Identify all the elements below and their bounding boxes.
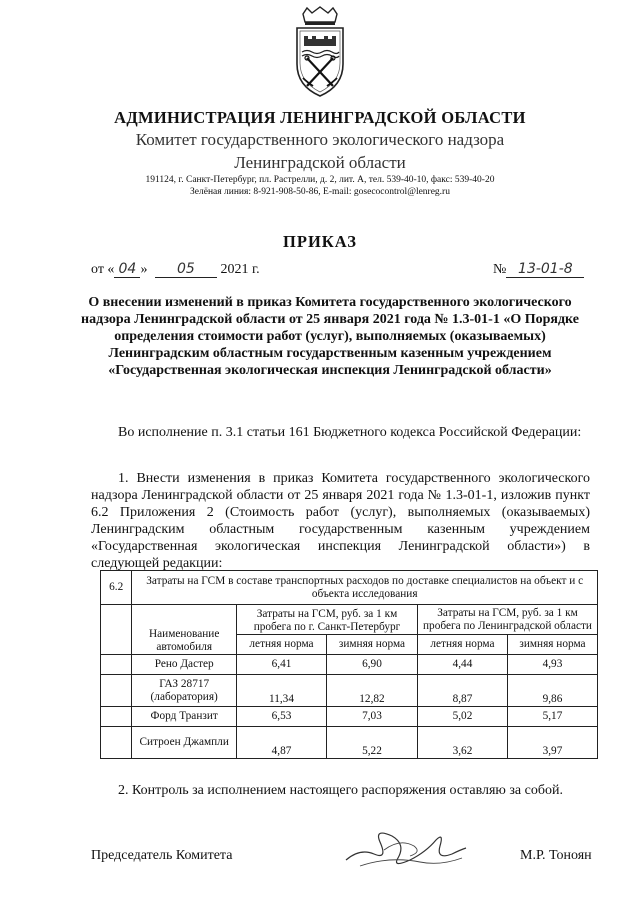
item-2-text: 2. Контроль за исполнением настоящего распоряжения оставляю за собой. (118, 783, 563, 798)
org-name: АДМИНИСТРАЦИЯ ЛЕНИНГРАДСКОЙ ОБЛАСТИ (114, 108, 526, 127)
date-year: 2021 г. (220, 262, 260, 277)
spb-winter-header: зимняя норма (326, 635, 417, 655)
table-row (101, 707, 598, 727)
signatory-position: Председатель Комитета (91, 848, 233, 863)
number-prefix: № (493, 262, 507, 277)
cell-value: 5,17 (507, 707, 597, 727)
hotline-line: Зелёная линия: 8-921-908-50-86, E-mail: gosecocontrol@lenreg.ru (190, 187, 450, 197)
spb-summer-header: летняя норма (237, 635, 327, 655)
committee-line-1: Комитет государственного экологического надзора (135, 130, 505, 149)
col-vehicle: Наименование автомобиля (132, 605, 237, 655)
cell-value: 5,22 (326, 727, 417, 759)
vehicle-name: Форд Транзит (132, 707, 237, 727)
committee-line-2: Ленинградской области (234, 153, 406, 172)
coat-of-arms-icon (289, 6, 351, 100)
order-title: ПРИКАЗ (283, 232, 357, 251)
vehicle-name: Рено Дастер (132, 655, 237, 675)
lo-summer-header: летняя норма (417, 635, 507, 655)
table-row (101, 727, 598, 759)
paragraph-item-2 (91, 782, 590, 799)
group-spb: Затраты на ГСМ, руб. за 1 км пробега по г. Санкт-Петербург (237, 605, 418, 635)
order-subject: О внесении изменений в приказ Комитета государственного экологического надзора Ленинградской области от 25 января 2021 года № 1.3-01-1 «О Порядке определения стоимости работ (услуг), выполняемых (оказываемых) Ленинградским областным государственным казенным учреждением «Государственная экологическая инспекция Ленинградской области» (81, 295, 579, 378)
item-title: Затраты на ГСМ в составе транспортных расходов по доставке специалистов на объект и с объекта исследования (132, 571, 598, 605)
cell-value: 9,86 (507, 675, 597, 707)
cell-value: 6,90 (326, 655, 417, 675)
number-value: 13-01-8 (506, 262, 584, 278)
cell-value: 3,62 (417, 727, 507, 759)
group-lo: Затраты на ГСМ, руб. за 1 км пробега по Ленинградской области (417, 605, 597, 635)
cell-value: 4,87 (237, 727, 327, 759)
paragraph-preamble: Во исполнение п. 3.1 статьи 161 Бюджетного кодекса Российской Федерации: (118, 425, 582, 440)
cell-value: 3,97 (507, 727, 597, 759)
costs-table (100, 570, 598, 759)
cell-value: 4,93 (507, 655, 597, 675)
handwritten-signature (340, 820, 470, 875)
lo-winter-header: зимняя норма (507, 635, 597, 655)
date-month: 05 (155, 262, 217, 278)
date-prefix: от « (91, 262, 115, 277)
cell-value: 8,87 (417, 675, 507, 707)
cell-value: 12,82 (326, 675, 417, 707)
vehicle-name: ГАЗ 28717 (лаборатория) (132, 675, 237, 707)
date-day: 04 (114, 262, 140, 278)
item-number: 6.2 (101, 571, 132, 605)
cell-value: 7,03 (326, 707, 417, 727)
order-date (91, 262, 551, 278)
address-line: 191124, г. Санкт-Петербург, пл. Растрелли, д. 2, лит. А, тел. 539-40-10, факс: 539-40-20 (145, 175, 495, 185)
signatory-name: М.Р. Тоноян (520, 848, 592, 863)
date-sep: » (140, 262, 148, 277)
cell-value: 4,44 (417, 655, 507, 675)
cell-value: 6,41 (237, 655, 327, 675)
cell-value: 6,53 (237, 707, 327, 727)
cell-value: 11,34 (237, 675, 327, 707)
paragraph-item-1: 1. Внести изменения в приказ Комитета государственного экологического надзора Ленинградской области от 25 января 2021 года № 1.3-01-1, изложив пункт 6.2 Приложения 2 (Стоимость работ (услуг), выполняемых (оказываемых) Ленинградским областным государственным казенным учреждением «Государственная экологическая инспекция Ленинградской области») в следующей редакции: (91, 471, 590, 571)
table-row (101, 675, 598, 707)
order-number (493, 262, 584, 278)
vehicle-name: Ситроен Джампли (132, 727, 237, 759)
cell-value: 5,02 (417, 707, 507, 727)
table-row (101, 655, 598, 675)
